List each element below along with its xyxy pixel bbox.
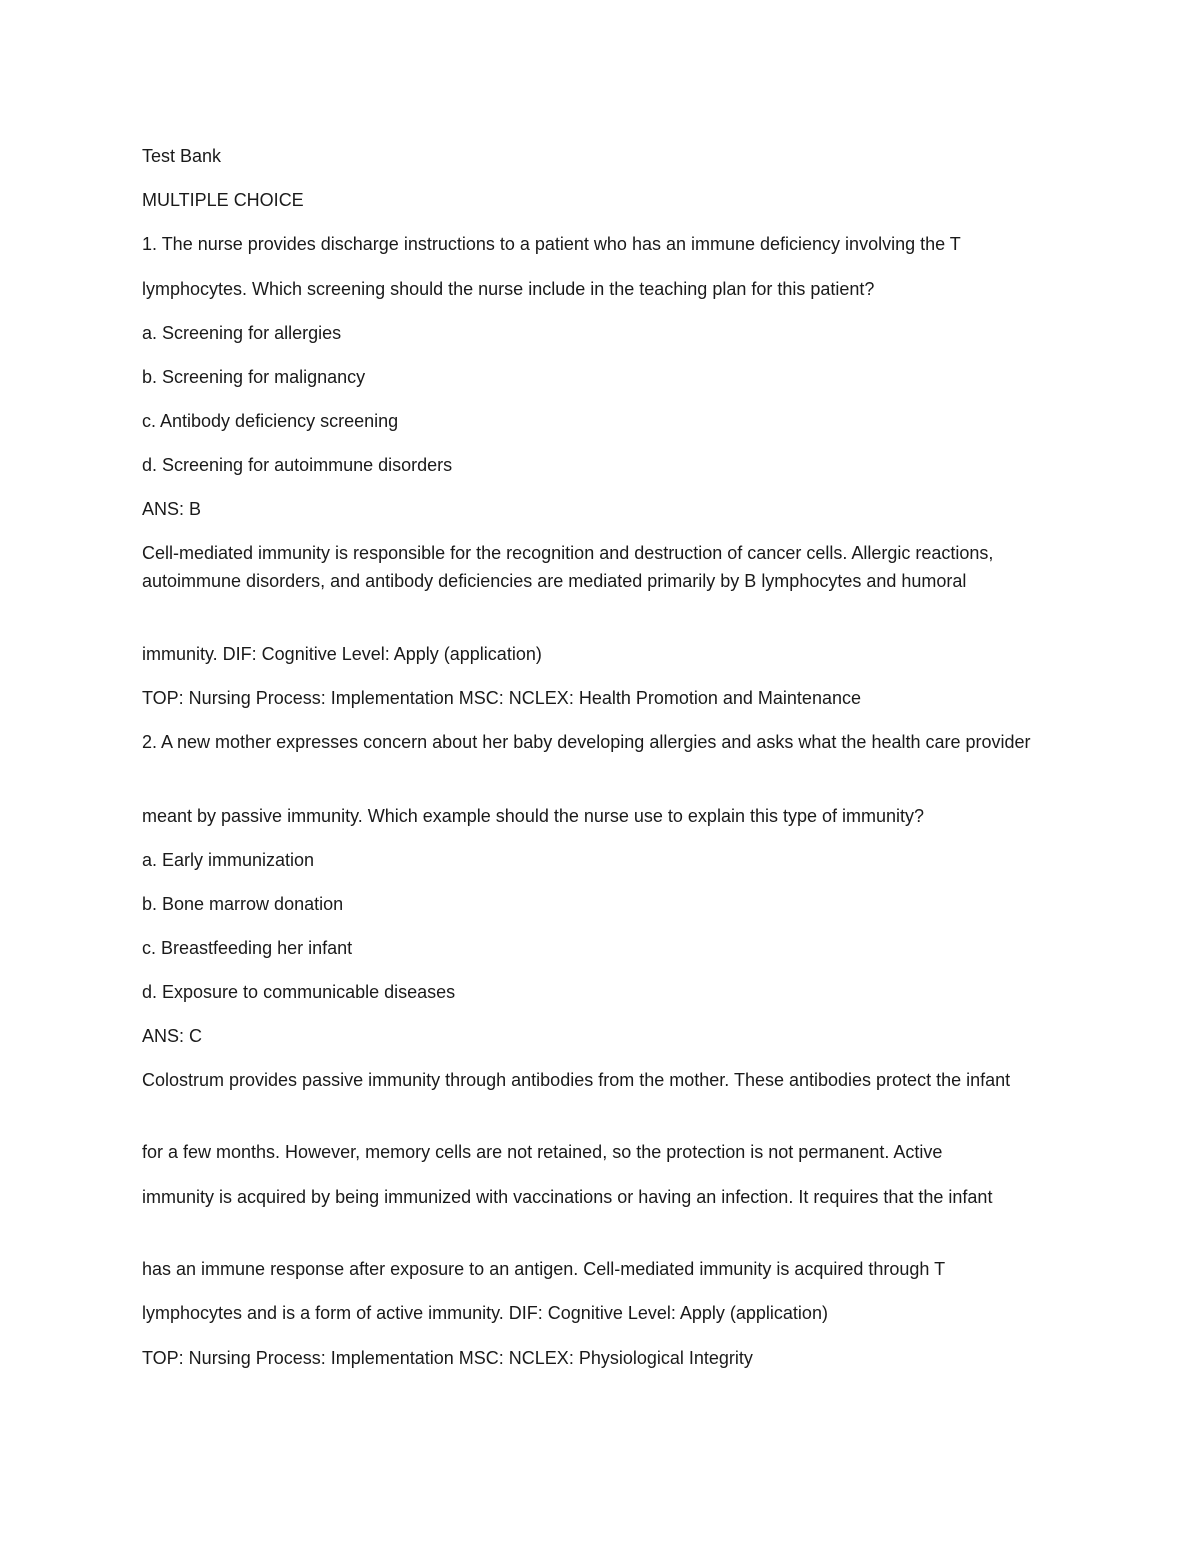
- question-2-answer: ANS: C: [142, 1026, 203, 1046]
- question-1-option-c: c. Antibody deficiency screening: [142, 411, 399, 431]
- question-1-option-d: d. Screening for autoimmune disorders: [142, 455, 453, 475]
- question-1-answer: ANS: B: [142, 499, 202, 519]
- question-1-rationale-p1: Cell-mediated immunity is responsible for the recognition and destruction of cancer cells. Allergic reactions, autoimmune disorders, and antibody deficiencies are mediated primarily by B lymphocytes and humoral: [142, 543, 994, 591]
- question-2-option-d: d. Exposure to communicable diseases: [142, 982, 456, 1002]
- question-2-meta: TOP: Nursing Process: Implementation MSC: NCLEX: Physiological Integrity: [142, 1348, 753, 1368]
- question-2-rationale-p4: has an immune response after exposure to an antigen. Cell-mediated immunity is acquired through T: [142, 1259, 946, 1279]
- question-1-stem-line-2: lymphocytes. Which screening should the nurse include in the teaching plan for this patient?: [142, 279, 875, 299]
- question-2-option-c: c. Breastfeeding her infant: [142, 938, 353, 958]
- question-1-meta: TOP: Nursing Process: Implementation MSC: NCLEX: Health Promotion and Maintenance: [142, 688, 861, 708]
- question-1-option-a: a. Screening for allergies: [142, 323, 342, 343]
- question-2-option-a: a. Early immunization: [142, 850, 315, 870]
- question-2-rationale-p5: lymphocytes and is a form of active immunity. DIF: Cognitive Level: Apply (application): [142, 1303, 828, 1323]
- question-2-stem-line-1: 2. A new mother expresses concern about her baby developing allergies and asks what the health care provider: [142, 732, 1031, 752]
- question-2-option-b: b. Bone marrow donation: [142, 894, 344, 914]
- section-heading: MULTIPLE CHOICE: [142, 190, 304, 210]
- question-2-rationale-p3: immunity is acquired by being immunized with vaccinations or having an infection. It requires that the infant: [142, 1187, 993, 1207]
- question-2-rationale-p1: Colostrum provides passive immunity through antibodies from the mother. These antibodies protect the infant: [142, 1070, 1011, 1090]
- question-1-rationale-p2: immunity. DIF: Cognitive Level: Apply (application): [142, 644, 542, 664]
- question-1-option-b: b. Screening for malignancy: [142, 367, 366, 387]
- question-1-stem-line-1: 1. The nurse provides discharge instructions to a patient who has an immune deficiency involving the T: [142, 234, 961, 254]
- question-2-rationale-p2: for a few months. However, memory cells are not retained, so the protection is not permanent. Active: [142, 1142, 943, 1162]
- document-title: Test Bank: [142, 146, 222, 166]
- question-2-stem-line-2: meant by passive immunity. Which example should the nurse use to explain this type of immunity?: [142, 806, 925, 826]
